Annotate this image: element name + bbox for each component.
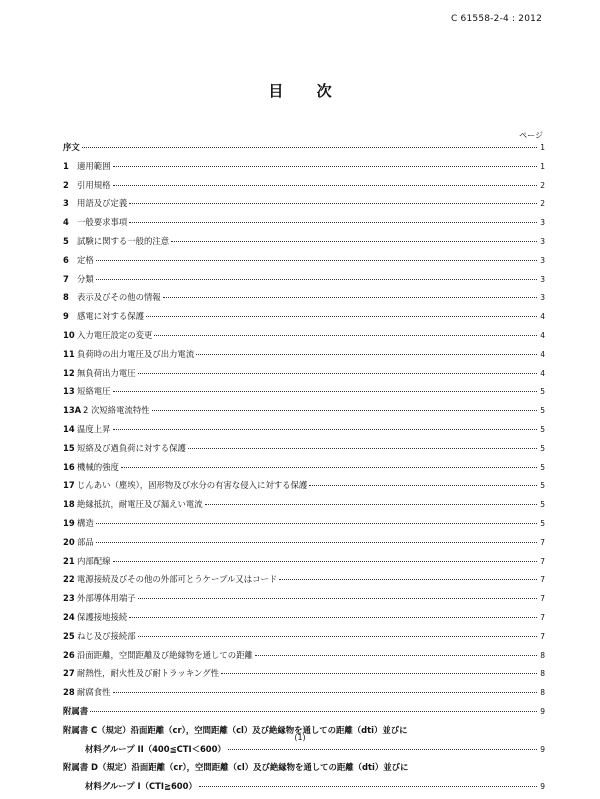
toc-entry — [63, 686, 545, 705]
toc-entry-title: 外部導体用端子 — [77, 593, 136, 604]
toc-entry-number: 22 — [63, 574, 75, 585]
toc-entry-page: 5 — [540, 462, 545, 472]
dot-leader — [279, 579, 537, 580]
page-title: 目 次 — [268, 82, 346, 100]
toc-entry-page: 3 — [540, 218, 545, 228]
dot-leader — [82, 147, 537, 148]
toc-entry-page: 5 — [540, 424, 545, 434]
toc-entry-number: 21 — [63, 555, 75, 566]
toc-entry-page: 1 — [540, 143, 545, 152]
toc-entry — [63, 385, 545, 404]
toc-entry — [63, 592, 545, 611]
toc-entry-page: 4 — [540, 312, 545, 322]
toc-entry-title: ねじ及び接続部 — [77, 630, 136, 641]
toc-entry-page: 4 — [540, 349, 545, 359]
toc-entry — [63, 310, 545, 329]
dot-leader — [146, 316, 537, 317]
dot-leader — [129, 203, 537, 204]
toc-entry — [63, 498, 545, 517]
toc-entry-page: 7 — [540, 537, 545, 547]
toc-entry-title: 部品 — [77, 536, 94, 547]
toc-entry — [63, 404, 545, 423]
toc-entry-page: 2 — [540, 180, 545, 190]
toc-entry-number: 15 — [63, 442, 75, 453]
toc-entry — [63, 179, 545, 198]
toc-entry-title: 入力電圧設定の変更 — [77, 329, 153, 340]
toc-entry-page: 3 — [540, 274, 545, 284]
toc-entry-title: 定格 — [77, 254, 94, 265]
toc-entry-title: 2 次短絡電流特性 — [83, 405, 150, 416]
toc-entry — [63, 423, 545, 442]
toc-entry-title: 沿面距離，空間距離及び絶縁物を通しての距離 — [77, 649, 253, 660]
dot-leader — [96, 523, 537, 524]
dot-leader — [113, 561, 538, 562]
dot-leader — [138, 598, 537, 599]
dot-leader — [138, 373, 537, 374]
toc-entry-page: 4 — [540, 368, 545, 378]
dot-leader — [113, 692, 538, 693]
toc-entry-title: 構造 — [77, 517, 94, 528]
toc-entry-number: 28 — [63, 687, 75, 698]
toc-entry — [63, 630, 545, 649]
toc-entry — [63, 367, 545, 386]
dot-leader — [171, 241, 537, 242]
document-id: C 61558-2-4 : 2012 — [451, 14, 542, 24]
dot-leader — [90, 711, 537, 712]
toc-entry-title: 一般要求事項 — [77, 217, 128, 228]
toc-entry-title: 絶縁抵抗，耐電圧及び漏えい電流 — [77, 499, 203, 510]
toc-entry — [63, 216, 545, 235]
toc-entry-page: 7 — [540, 612, 545, 622]
page-column-label: ページ — [519, 131, 543, 140]
toc-entry-number: 17 — [63, 480, 75, 491]
dot-leader — [129, 222, 537, 223]
toc-entry-title: 試験に関する一般的注意 — [77, 235, 170, 246]
toc-entry — [63, 461, 545, 480]
dot-leader — [121, 467, 537, 468]
toc-entry-title: 感電に対する保護 — [77, 311, 144, 322]
toc-entry-page: 3 — [540, 255, 545, 265]
dot-leader — [188, 448, 537, 449]
toc-entry-number: 14 — [63, 423, 75, 434]
toc-entry-title: 序文 — [63, 142, 80, 152]
toc-entry — [63, 479, 545, 498]
dot-leader — [138, 636, 537, 637]
annex-title-line1: 附属書 C（規定）沿面距離（cr），空間距離（cl）及び絶縁物を通しての距離（dti）並びに — [63, 724, 408, 735]
toc-entry — [63, 705, 545, 724]
toc-entry-title: 内部配線 — [77, 555, 111, 566]
toc-entry-number: 7 — [63, 273, 69, 284]
toc-entry-number: 27 — [63, 668, 75, 679]
toc-entry-number: 23 — [63, 593, 75, 604]
dot-leader — [154, 335, 537, 336]
toc-entry-number: 3 — [63, 198, 69, 209]
toc-entry-page: 8 — [540, 688, 545, 698]
toc-entry — [63, 348, 545, 367]
toc-entry — [63, 611, 545, 630]
annex-title-line2: 材料グループ I（CTI≧600） — [85, 781, 197, 792]
toc-annex-entry — [63, 761, 545, 799]
toc-entry — [63, 573, 545, 592]
dot-leader — [113, 391, 538, 392]
toc-entry — [63, 273, 545, 292]
toc-entry — [63, 536, 545, 555]
toc-entry — [63, 442, 545, 461]
dot-leader — [196, 354, 537, 355]
toc-entry — [63, 517, 545, 536]
toc-entry-title: 短絡電圧 — [77, 386, 111, 397]
toc-entry-number: 8 — [63, 292, 69, 303]
toc-entry — [63, 160, 545, 179]
dot-leader — [309, 485, 537, 486]
toc-entry-title: 表示及びその他の情報 — [77, 292, 161, 303]
toc-entry-page: 5 — [540, 481, 545, 491]
toc-entry-page: 7 — [540, 594, 545, 604]
table-of-contents — [63, 141, 545, 799]
toc-entry-page: 5 — [540, 518, 545, 528]
toc-entry-page: 5 — [540, 387, 545, 397]
toc-entry-page: 2 — [540, 199, 545, 209]
toc-entry-page: 1 — [540, 161, 545, 171]
toc-entry-number: 2 — [63, 179, 69, 190]
toc-entry-number: 19 — [63, 517, 75, 528]
dot-leader — [96, 260, 537, 261]
toc-entry-title: 耐腐食性 — [77, 687, 111, 698]
toc-entry-page: 5 — [540, 500, 545, 510]
toc-entry-page: 9 — [540, 744, 545, 754]
toc-entry-number: 6 — [63, 254, 69, 265]
toc-entry-title: 引用規格 — [77, 179, 111, 190]
toc-entry-number: 25 — [63, 630, 75, 641]
toc-entry-page: 3 — [540, 236, 545, 246]
toc-entry-number: 20 — [63, 536, 75, 547]
annex-title-line1: 附属書 D（規定）沿面距離（cr），空間距離（cl）及び絶縁物を通しての距離（dti）並びに — [63, 762, 409, 773]
dot-leader — [255, 655, 537, 656]
toc-entry-number: 5 — [63, 235, 69, 246]
dot-leader — [163, 297, 537, 298]
dot-leader — [96, 542, 537, 543]
toc-entry-page: 7 — [540, 575, 545, 585]
toc-entry — [63, 235, 545, 254]
toc-annex-entry — [63, 724, 545, 762]
toc-entry-number: 18 — [63, 499, 75, 510]
toc-entry-title: 無負荷出力電圧 — [77, 367, 136, 378]
toc-entry-page: 8 — [540, 650, 545, 660]
dot-leader — [113, 429, 538, 430]
toc-entry-title: 機械的強度 — [77, 461, 119, 472]
toc-entry — [63, 555, 545, 574]
toc-entry-title: 適用範囲 — [77, 160, 111, 171]
toc-entry-number: 24 — [63, 611, 75, 622]
toc-entry-title: 電源接続及びその他の外部可とうケーブル又はコード — [77, 574, 278, 585]
toc-entry-page: 8 — [540, 669, 545, 679]
toc-entry-number: 9 — [63, 311, 69, 322]
toc-entry-number: 13 — [63, 386, 75, 397]
dot-leader — [152, 410, 537, 411]
toc-entry-title: 保護接地接続 — [77, 611, 128, 622]
toc-entry-title: 耐熱性，耐火性及び耐トラッキング性 — [77, 668, 219, 679]
toc-entry-title: 用語及び定義 — [77, 198, 128, 209]
toc-entry — [63, 667, 545, 686]
toc-entry-title: じんあい（塵埃），固形物及び水分の有害な侵入に対する保護 — [77, 480, 308, 491]
toc-entry-number: 13A — [63, 405, 82, 416]
toc-entry-title: 負荷時の出力電圧及び出力電流 — [77, 348, 195, 359]
dot-leader — [113, 166, 538, 167]
toc-entry-number: 12 — [63, 367, 75, 378]
toc-entry-number: 4 — [63, 217, 69, 228]
dot-leader — [228, 749, 537, 750]
toc-entry-page: 9 — [540, 782, 545, 792]
toc-entry-page: 3 — [540, 293, 545, 303]
toc-entry-title: 温度上昇 — [77, 423, 111, 434]
toc-entry-page: 7 — [540, 631, 545, 641]
toc-entry — [63, 291, 545, 310]
toc-entry — [63, 649, 545, 668]
toc-entry-number: 11 — [63, 348, 75, 359]
toc-entry-title: 附属書 — [63, 705, 89, 716]
toc-entry-page: 4 — [540, 330, 545, 340]
toc-entry-number: 16 — [63, 461, 75, 472]
toc-entry — [63, 254, 545, 273]
toc-entry — [63, 197, 545, 216]
annex-title-line2: 材料グループ II（400≦CTI＜600） — [85, 743, 226, 754]
dot-leader — [96, 279, 537, 280]
dot-leader — [129, 617, 537, 618]
dot-leader — [199, 786, 537, 787]
dot-leader — [205, 504, 537, 505]
toc-entry-page: 5 — [540, 443, 545, 453]
toc-entry-number: 10 — [63, 329, 75, 340]
toc-entry — [63, 141, 545, 160]
toc-entry-title: 分類 — [77, 273, 94, 284]
toc-entry-title: 短絡及び過負荷に対する保護 — [77, 442, 186, 453]
toc-entry-page: 5 — [540, 406, 545, 416]
toc-entry — [63, 329, 545, 348]
toc-entry-number: 1 — [63, 160, 69, 171]
toc-entry-page: 7 — [540, 556, 545, 566]
toc-entry-page: 9 — [540, 706, 545, 716]
dot-leader — [113, 185, 538, 186]
page-number: (1) — [294, 733, 306, 742]
toc-entry-number: 26 — [63, 649, 75, 660]
dot-leader — [221, 673, 537, 674]
